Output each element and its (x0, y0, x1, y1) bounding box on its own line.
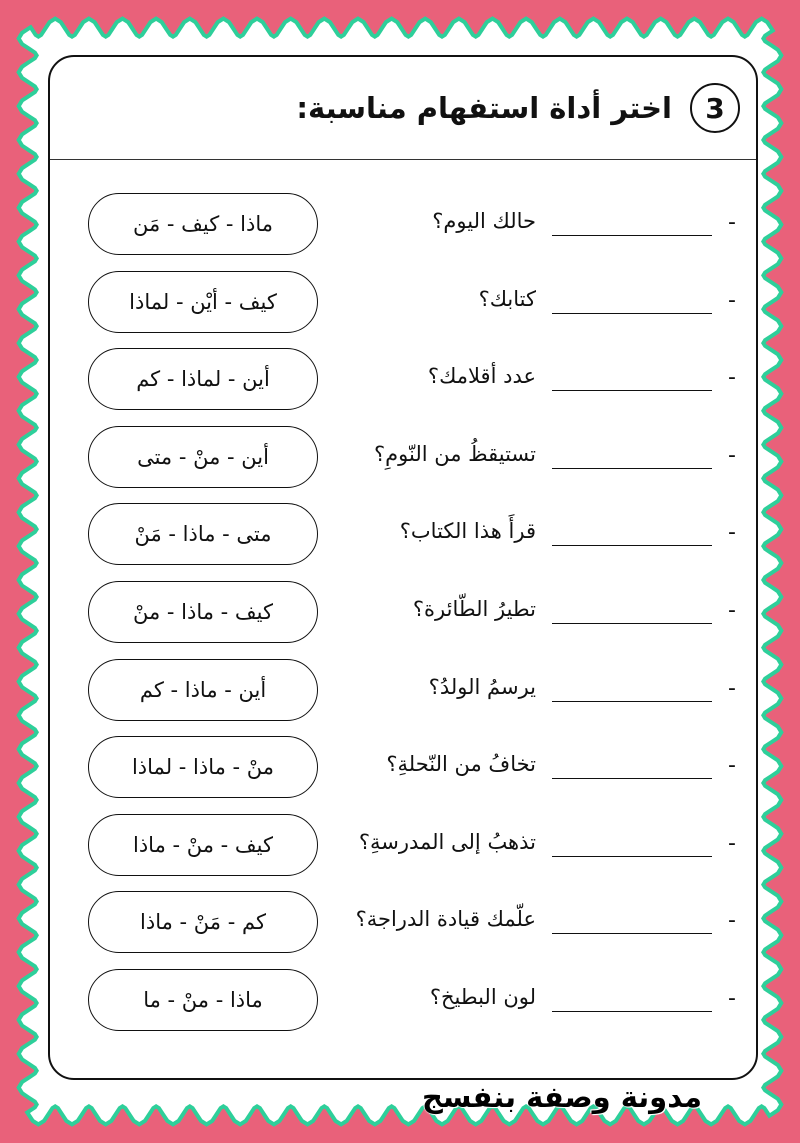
choices-pill: ماذا - كيف - مَن (88, 193, 318, 255)
question-text: تستيقظُ من النّومِ؟ (374, 441, 536, 466)
answer-blank[interactable] (552, 1011, 712, 1012)
answer-blank[interactable] (552, 390, 712, 391)
choices-pill: كم - مَنْ - ماذا (88, 891, 318, 953)
question-row (50, 193, 756, 255)
bullet-dash: - (728, 908, 736, 934)
question-row (50, 271, 756, 333)
question-row (50, 736, 756, 798)
choices-pill: كيف - أيْن - لماذا (88, 271, 318, 333)
exercise-header (50, 57, 756, 160)
question-row (50, 891, 756, 953)
bullet-dash: - (728, 753, 736, 779)
question-text: يرسمُ الولدُ؟ (428, 674, 536, 699)
bullet-dash: - (728, 210, 736, 235)
question-row (50, 969, 756, 1031)
question-text: لون البطيخ؟ (429, 985, 536, 1009)
watermark-text: مدونة وصفة بنفسج (422, 1080, 702, 1114)
choices-pill: ماذا - منْ - ما (88, 969, 318, 1031)
question-text: تذهبُ إلى المدرسةِ؟ (358, 829, 536, 854)
bullet-dash: - (728, 986, 736, 1011)
choices-pill: كيف - ماذا - منْ (88, 581, 318, 643)
bullet-dash: - (728, 520, 736, 546)
question-text: تخافُ من النّحلةِ؟ (386, 752, 536, 777)
choices-pill: منْ - ماذا - لماذا (88, 736, 318, 798)
bullet-dash: - (728, 442, 736, 468)
question-row (50, 348, 756, 410)
question-row (50, 659, 756, 721)
question-text: علّمك قيادة الدراجة؟ (355, 907, 536, 932)
answer-blank[interactable] (552, 468, 712, 469)
answer-blank[interactable] (552, 235, 712, 236)
question-row (50, 503, 756, 565)
answer-blank[interactable] (552, 545, 712, 546)
question-text: كتابك؟ (478, 286, 536, 311)
question-text: حالك اليوم؟ (432, 209, 536, 233)
answer-blank[interactable] (552, 856, 712, 857)
choices-pill: أين - منْ - متى (88, 426, 318, 488)
question-row (50, 581, 756, 643)
choices-pill: كيف - منْ - ماذا (88, 814, 318, 876)
worksheet-card (48, 55, 758, 1080)
answer-blank[interactable] (552, 778, 712, 779)
exercise-number-badge: 3 (690, 83, 740, 133)
choices-pill: متى - ماذا - مَنْ (88, 503, 318, 565)
bullet-dash: - (728, 598, 736, 623)
bullet-dash: - (728, 830, 736, 856)
choices-pill: أين - لماذا - كم (88, 348, 318, 410)
bullet-dash: - (728, 675, 736, 701)
answer-blank[interactable] (552, 313, 712, 314)
choices-pill: أين - ماذا - كم (88, 659, 318, 721)
answer-blank[interactable] (552, 623, 712, 624)
question-row (50, 814, 756, 876)
answer-blank[interactable] (552, 933, 712, 934)
bullet-dash: - (728, 287, 736, 313)
question-row (50, 426, 756, 488)
question-text: عدد أقلامك؟ (427, 364, 536, 389)
question-text: تطيرُ الطّائرة؟ (412, 597, 536, 621)
bullet-dash: - (728, 365, 736, 391)
answer-blank[interactable] (552, 701, 712, 702)
question-text: قرأَ هذا الكتاب؟ (399, 519, 536, 544)
exercise-title: اختر أداة استفهام مناسبة: (296, 91, 672, 125)
